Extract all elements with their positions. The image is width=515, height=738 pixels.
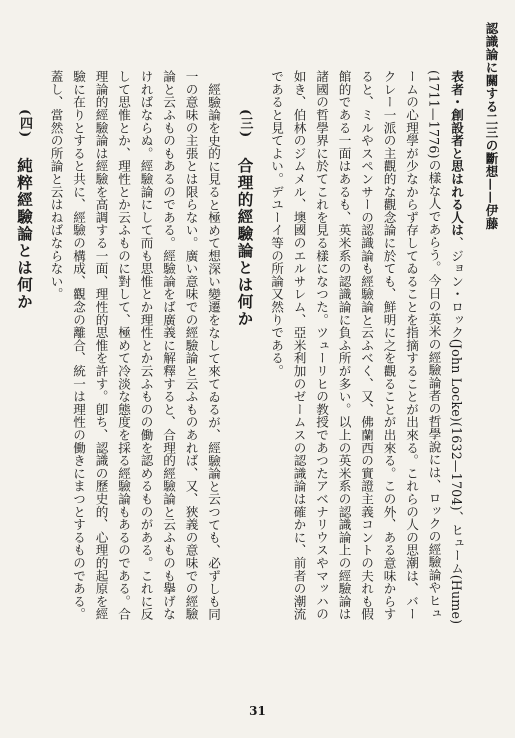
running-header: 認識論に關する二三の斷想——伊藤 [484, 22, 499, 230]
section-number: (四) [17, 108, 32, 139]
section-number: (三) [237, 108, 253, 139]
emphasis-text: 表者・創設者と思はれる人は [449, 70, 464, 237]
section-title: 純粹經驗論とは何か [15, 157, 34, 311]
paragraph-rational-empiricism: 經驗論を史的に見ると極めて想深い變遷をなして來てゐるが、經驗論と云つても、必ずしも同一の意味の主張とは限らない。廣い意味での經驗論と云ふものあれば、又、狹義の意味での經驗論と云ふものもあるのである。經驗論をば廣義に解釋すると、合理的經驗論と云ふものも擧げなければならぬ。經驗論にして而も思惟とか理性とか云ふものの働を認めるものがある。これに反して思惟とか、理性とか云ふものに對して、極めて冷淡な態度を採る經驗論もあるのである。合理論的經驗論は經驗を高調する一面、理性的思惟を許す。卽ち、認識の歷史的、心理的起原を經驗に在りとすると共に、經驗の構成、觀念の離合、統一は理性の働きにまつとするものである。蓋し、當然の所論と云はねばならない。 [48, 70, 221, 621]
paragraph-empiricism-figures [265, 70, 468, 630]
section-heading-4 [13, 70, 36, 630]
section-title: 合理的經驗論とは何か [235, 157, 255, 328]
page-number: 31 [249, 704, 266, 718]
page-body [15, 70, 467, 630]
section-heading-3 [233, 70, 256, 630]
paragraph-text: 、ジョン・ロック(John Locke)(1632—1704)、ヒューム(Hume)(1711—1776)の樣な人であらう。今日の英米の經驗論者の哲學說には、ロックの經驗論やヒュームの心理學が少なからず存してゐることを指摘することが出來る。これらの人の思潮は、バークレー一派の主觀的な觀念論に於ても、鮮明に之を觀ることが出來る。この外、ある意味からすると、ミルやスペンサーの認識論も經驗論と云ふべく、又、佛蘭西の實證主義コントの夫れも假館的である一面はあるも、英米系の認識論に負ふ所が多い。以上の英米系の認識論上の經驗論は諸國の哲學界に於てこれを見る樣になつた。ツューリヒの教授であつたアベナリウスやマッハの如き、伯林のジムメル、墺國のエルサレム、亞米利加のゼームスの認識論は確かに、前者の潮流であると見てよい。デユーイ等の所論又然りである。 [269, 70, 464, 625]
